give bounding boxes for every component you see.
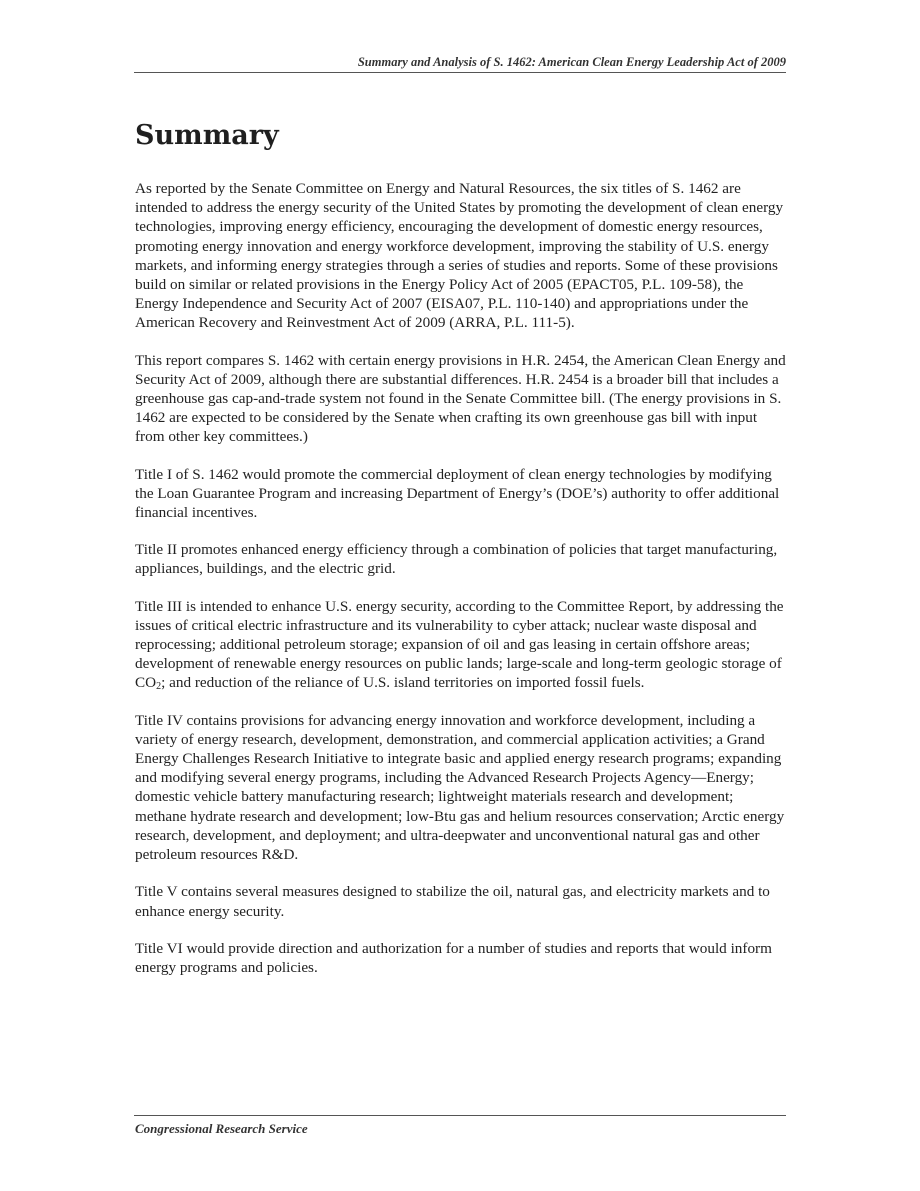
title-3-text-before: Title III is intended to enhance U.S. energy security, according to the Committee Report, by addressing the issues of critical electric infrastructure and its vulnerability to cyber attack; nuclear waste disposal and reprocessing; additional petroleum storage; expansion of oil and gas leasing in certain offshore areas; development of renewable energy resources on public lands; large-scale and long-term geologic storage of CO: [135, 597, 784, 692]
paragraph-title-2: Title II promotes enhanced energy efficiency through a combination of policies that target manufacturing, appliances, buildings, and the electric grid.: [135, 541, 778, 578]
paragraph-intro: As reported by the Senate Committee on Energy and Natural Resources, the six titles of S. 1462 are intended to address the energy security of the United States by promoting the development of clean energy technologies, improving energy efficiency, encouraging the development of domestic energy resources, promoting energy innovation and energy workforce development, improving the stability of U.S. energy markets, and informing energy strategies through a series of studies and reports. Some of these provisions build on similar or related provisions in the Energy Policy Act of 2005 (EPACT05, P.L. 109-58), the Energy Independence and Security Act of 2007 (EISA07, P.L. 110-140) and appropriations under the American Recovery and Reinvestment Act of 2009 (ARRA, P.L. 111-5).: [135, 180, 784, 332]
paragraph-comparison: This report compares S. 1462 with certain energy provisions in H.R. 2454, the American Clean Energy and Security Act of 2009, although there are substantial differences. H.R. 2454 is a broader bill that includes a greenhouse gas cap-and-trade system not found in the Senate Committee bill. (The energy provisions in S. 1462 are expected to be considered by the Senate when crafting its own greenhouse gas bill with input from other key committees.): [135, 351, 786, 446]
header-divider: [134, 72, 786, 73]
title-3-text-after: ; and reduction of the reliance of U.S. island territories on imported fossil fuels.: [161, 674, 645, 692]
summary-body: [135, 179, 787, 995]
footer-divider: [134, 1115, 786, 1116]
footer-publisher: Congressional Research Service: [135, 1121, 308, 1136]
page-title: Summary: [135, 120, 279, 151]
paragraph-title-6: Title VI would provide direction and authorization for a number of studies and reports that would inform energy programs and policies.: [135, 939, 772, 976]
co2-subscript: 2: [156, 681, 162, 693]
paragraph-title-5: Title V contains several measures designed to stabilize the oil, natural gas, and electricity markets and to enhance energy security.: [135, 883, 770, 920]
paragraph-title-1: Title I of S. 1462 would promote the commercial deployment of clean energy technologies by modifying the Loan Guarantee Program and increasing Department of Energy’s (DOE’s) authority to offer additional financial incentives.: [135, 465, 780, 522]
running-header: Summary and Analysis of S. 1462: American Clean Energy Leadership Act of 2009: [357, 55, 786, 69]
paragraph-title-4: Title IV contains provisions for advancing energy innovation and workforce development, including a variety of energy research, development, demonstration, and commercial application activities; a Grand Energy Challenges Research Initiative to integrate basic and applied energy research programs; expanding and modifying several energy programs, including the Advanced Research Projects Agency—Energy; domestic vehicle battery manufacturing research; lightweight materials research and development; methane hydrate research and development; low-Btu gas and helium resources conservation; Arctic energy research, development, and deployment; and ultra-deepwater and unconventional natural gas and other petroleum resources R&D.: [135, 711, 785, 864]
paragraph-title-3: [135, 597, 787, 693]
